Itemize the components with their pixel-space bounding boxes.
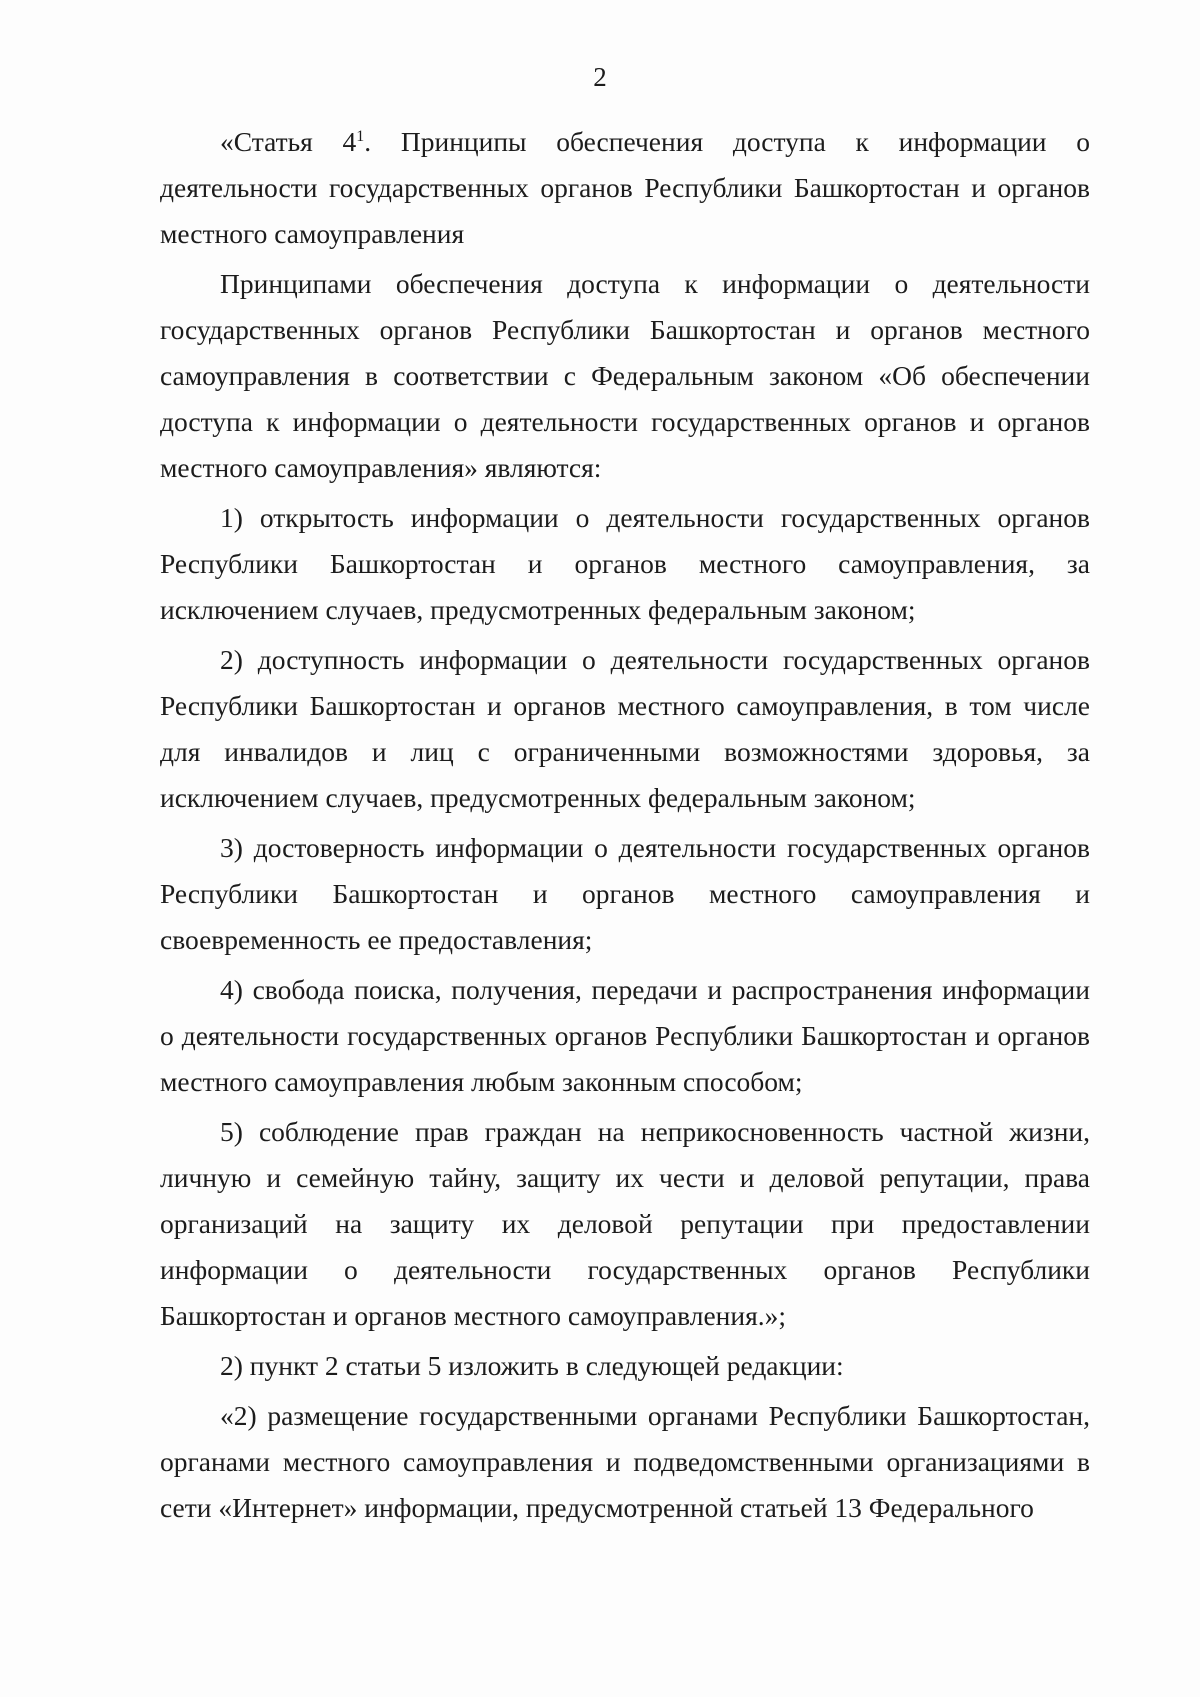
amendment-instruction: 2) пункт 2 статьи 5 изложить в следующей редакции: [220, 1350, 844, 1381]
principle-item-3: 3) достоверность информации о деятельности государственных органов Республики Башкортостан и органов местного самоуправления и своевременность ее предоставления; [160, 832, 1090, 955]
principle-item-2: 2) доступность информации о деятельности государственных органов Республики Башкортостан и органов местного самоуправления, в том числе для инвалидов и лиц с ограниченными возможностями здоровья, за исключением случаев, предусмотренных федеральным законом; [160, 644, 1090, 813]
amendment-new-text: «2) размещение государственными органами Республики Башкортостан, органами местного самоуправления и подведомственными организациями в сети «Интернет» информации, предусмотренной статьей 13 Федерального [160, 1400, 1090, 1523]
document-body [160, 119, 1090, 1535]
article-heading-prefix: «Статья 4 [220, 126, 357, 157]
article-heading-superscript: 1 [356, 127, 365, 145]
article-intro-paragraph: Принципами обеспечения доступа к информации о деятельности государственных органов Республики Башкортостан и органов местного самоуправления в соответствии с Федеральным законом «Об обеспечении доступа к информации о деятельности государственных органов и органов местного самоуправления» являются: [160, 268, 1090, 483]
principle-item-5: 5) соблюдение прав граждан на неприкосновенность частной жизни, личную и семейную тайну, защиту их чести и деловой репутации, права организаций на защиту их деловой репутации при предоставлении информации о деятельности государственных органов Республики Башкортостан и органов местного самоуправления.»; [160, 1116, 1090, 1331]
page-number: 2 [593, 62, 607, 92]
article-heading [160, 119, 1090, 257]
principle-item-1: 1) открытость информации о деятельности государственных органов Республики Башкортостан и органов местного самоуправления, за исключением случаев, предусмотренных федеральным законом; [160, 502, 1090, 625]
principle-item-4: 4) свобода поиска, получения, передачи и распространения информации о деятельности государственных органов Республики Башкортостан и органов местного самоуправления любым законным способом; [160, 974, 1090, 1097]
article-heading-title: . Принципы обеспечения доступа к информации о деятельности государственных органов Республики Башкортостан и органов местного самоуправления [160, 126, 1090, 249]
